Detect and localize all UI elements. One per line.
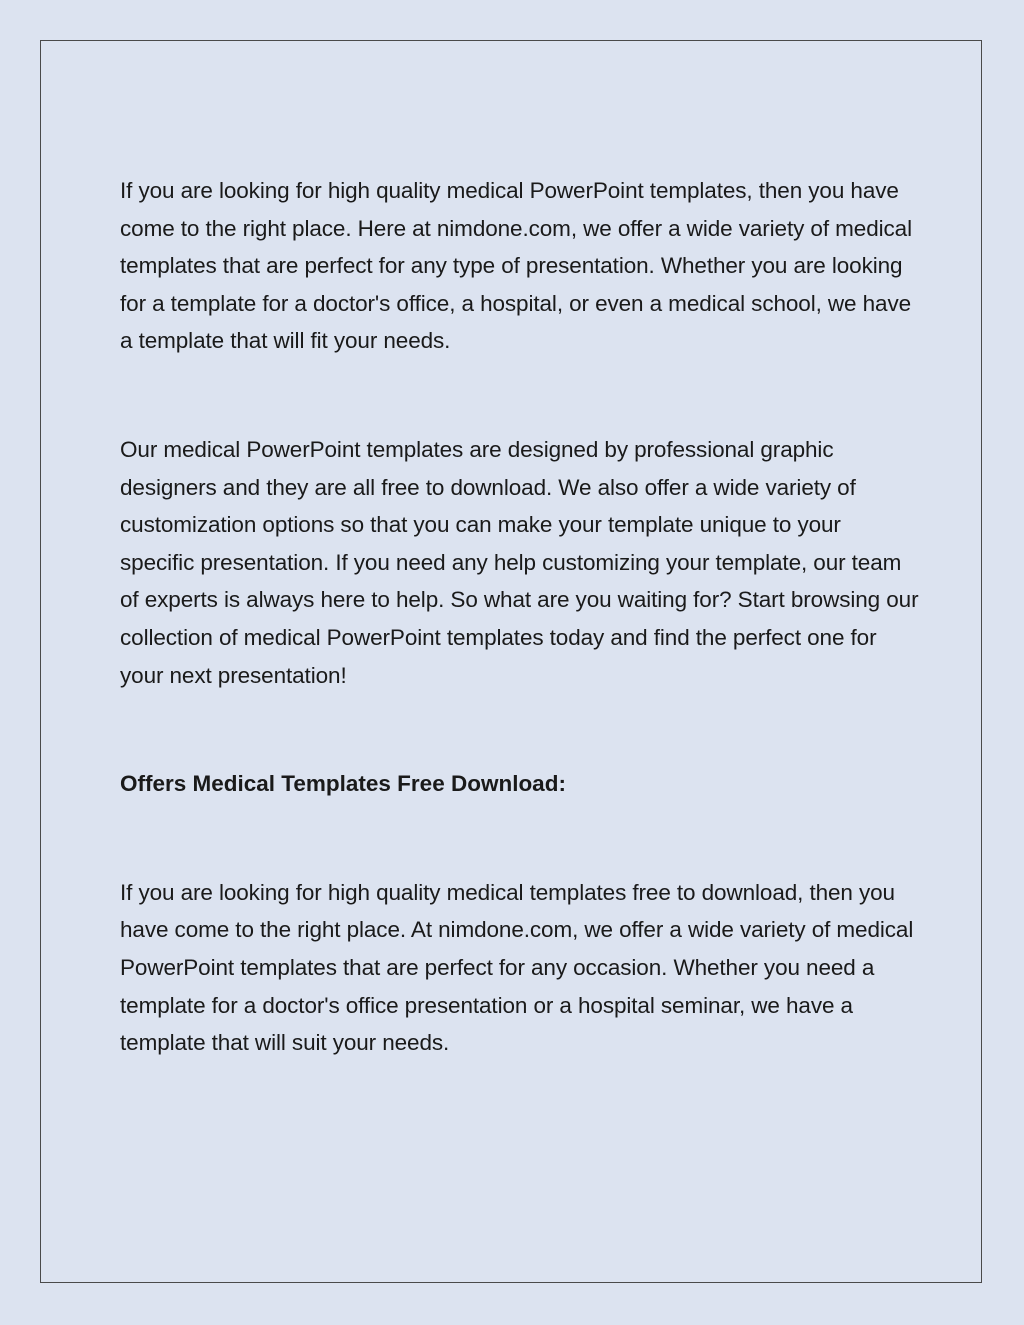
paragraph-designers: Our medical PowerPoint templates are designed by professional graphic designers and they are all free to download. We also offer a wide variety of customization options so that you can make your template unique to your specific presentation. If you need any help customizing your template, our team of experts is always here to help. So what are you waiting for? Start browsing our collection of medical PowerPoint templates today and find the perfect one for your next presentation! (120, 436, 919, 688)
paragraph-intro: If you are looking for high quality medical PowerPoint templates, then you have come to the right place. Here at nimdone.com, we offer a wide variety of medical templates that are perfect for any type of presentation. Whether you are looking for a template for a doctor's office, a hospital, or even a medical school, we have a template that will fit your needs. (120, 178, 912, 354)
document-body (120, 172, 920, 1062)
section-heading: Offers Medical Templates Free Download: (120, 771, 566, 797)
paragraph-free-download: If you are looking for high quality medical templates free to download, then you have come to the right place. At nimdone.com, we offer a wide variety of medical PowerPoint templates that are perfect for any occasion. Whether you need a template for a doctor's office presentation or a hospital seminar, we have a template that will suit your needs. (120, 879, 914, 1056)
